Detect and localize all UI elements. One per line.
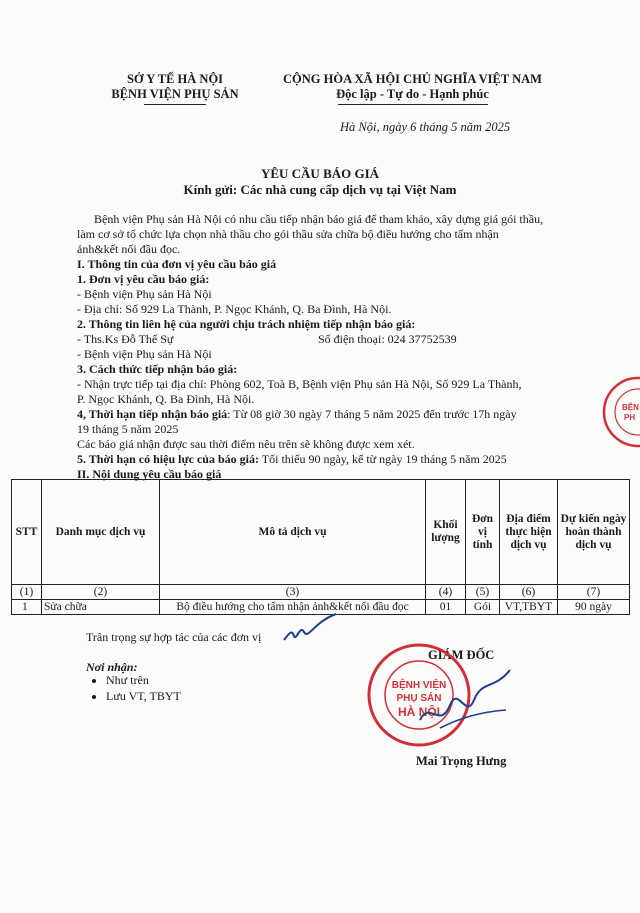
intro-line-2: làm cơ sở tổ chức lựa chọn nhà thầu cho gói thầu sửa chữa bộ điều hướng cho tấm nhận [77, 227, 499, 241]
index-cell: (4) [426, 585, 466, 600]
index-cell: (5) [466, 585, 500, 600]
signer-title: GIÁM ĐỐC [428, 648, 495, 662]
subsection-3-line-1: - Nhận trực tiếp tại địa chỉ: Phòng 602, Toà B, Bệnh viện Phụ sản Hà Nội, Số 929 La Thành, [77, 377, 522, 391]
org-line-1: SỞ Y TẾ HÀ NỘI [126, 72, 224, 86]
index-cell: (6) [500, 585, 558, 600]
nation-line-1: CỘNG HÒA XÃ HỘI CHỦ NGHĨA VIỆT NAM [283, 72, 542, 86]
row-completion: 90 ngày [558, 600, 630, 615]
edge-stamp-icon [592, 374, 640, 450]
table-header-row [12, 480, 630, 585]
header-stt: STT [12, 480, 42, 585]
recipients-list [90, 672, 181, 704]
org-header [90, 72, 260, 105]
section-1-title: I. Thông tin của đơn vị yêu cầu báo giá [77, 257, 277, 271]
signer-name: Mai Trọng Hưng [416, 754, 507, 768]
subsection-4-line-1 [77, 407, 517, 422]
svg-text:PH: PH [624, 413, 636, 422]
subsection-2-line-2: - Bệnh viện Phụ sản Hà Nội [77, 347, 212, 361]
contact-phone: Số điện thoại: 024 37752539 [318, 332, 457, 346]
recipient-item: • Lưu VT, TBYT [106, 688, 181, 704]
recipient-line: Kính gửi: Các nhà cung cấp dịch vụ tại Việt Nam [183, 182, 457, 197]
table-index-row [12, 585, 630, 600]
svg-text:BỆN: BỆN [622, 403, 639, 412]
index-cell: (7) [558, 585, 630, 600]
nation-underline [338, 104, 488, 105]
header-unit: Đơn vị tính [466, 480, 500, 585]
quote-table [11, 479, 630, 615]
intro-line-1: Bệnh viện Phụ sản Hà Nội có nhu cầu tiếp nhận báo giá để tham khảo, xây dựng giá gói thầu, [94, 212, 544, 226]
header-service-description: Mô tả dịch vụ [160, 480, 426, 585]
director-signature-icon [410, 660, 520, 740]
contact-name: - Ths.Ks Đỗ Thế Sự [77, 332, 174, 346]
intro-line-3: ảnh&kết nối đầu đọc. [77, 242, 181, 256]
nation-line-2: Độc lập - Tự do - Hạnh phúc [336, 87, 489, 101]
subsection-1-title: 1. Đơn vị yêu cầu báo giá: [77, 272, 210, 286]
section-2-title: II. Nội dung yêu cầu báo giá [77, 467, 222, 481]
subsection-4-line-3: Các báo giá nhận được sau thời điểm nêu trên sẽ không được xem xét. [77, 437, 415, 451]
index-cell: (3) [160, 585, 426, 600]
row-quantity: 01 [426, 600, 466, 615]
document-title: YÊU CẦU BÁO GIÁ [260, 166, 380, 181]
recipients-title: Nơi nhận: [86, 660, 138, 674]
index-cell: (2) [42, 585, 160, 600]
closing-line: Trân trọng sự hợp tác của các đơn vị [86, 630, 262, 644]
row-category: Sửa chữa [42, 600, 160, 615]
subsection-3-line-2: P. Ngọc Khánh, Q. Ba Đình, Hà Nội. [77, 392, 255, 406]
subsection-5-line [77, 452, 507, 467]
header-quantity: Khối lượng [426, 480, 466, 585]
subsection-4-line-2: 19 tháng 5 năm 2025 [77, 422, 179, 436]
svg-text:HÀ NỘI: HÀ NỘI [398, 705, 440, 719]
row-stt: 1 [12, 600, 42, 615]
org-line-2: BỆNH VIỆN PHỤ SẢN [111, 87, 239, 101]
subsection-3-title: 3. Cách thức tiếp nhận báo giá: [77, 362, 238, 376]
nation-header [280, 72, 545, 105]
index-cell: (1) [12, 585, 42, 600]
subsection-1-line-1: - Bệnh viện Phụ sản Hà Nội [77, 287, 212, 301]
initial-signature-icon [280, 610, 340, 650]
row-description: Bộ điều hướng cho tấm nhận ảnh&kết nối đầu đọc [160, 600, 426, 615]
subsection-2-title: 2. Thông tin liên hệ của người chịu trách nhiệm tiếp nhận báo giá: [77, 317, 416, 331]
header-completion: Dự kiến ngày hoàn thành dịch vụ [558, 480, 630, 585]
org-underline [144, 104, 206, 105]
subsection-5-title: 5. Thời hạn có hiệu lực của báo giá: [77, 452, 259, 466]
header-location: Địa điểm thực hiện dịch vụ [500, 480, 558, 585]
subsection-1-line-2: - Địa chỉ: Số 929 La Thành, P. Ngọc Khánh, Q. Ba Đình, Hà Nội. [77, 302, 392, 316]
svg-text:BỆNH VIỆN: BỆNH VIỆN [391, 680, 447, 691]
date-line: Hà Nội, ngày 6 tháng 5 năm 2025 [340, 120, 511, 134]
header-service-category: Danh mục dịch vụ [42, 480, 160, 585]
svg-text:PHỤ SẢN: PHỤ SẢN [396, 693, 442, 704]
subsection-4-text: : Từ 08 giờ 30 ngày 7 tháng 5 năm 2025 đến trước 17h ngày [227, 407, 517, 421]
row-location: VT,TBYT [500, 600, 558, 615]
row-unit: Gói [466, 600, 500, 615]
subsection-5-text: Tối thiểu 90 ngày, kể từ ngày 19 tháng 5 năm 2025 [259, 452, 507, 466]
recipient-item: • Như trên [106, 672, 181, 688]
subsection-4-title: 4, Thời hạn tiếp nhận báo giá [77, 407, 228, 421]
